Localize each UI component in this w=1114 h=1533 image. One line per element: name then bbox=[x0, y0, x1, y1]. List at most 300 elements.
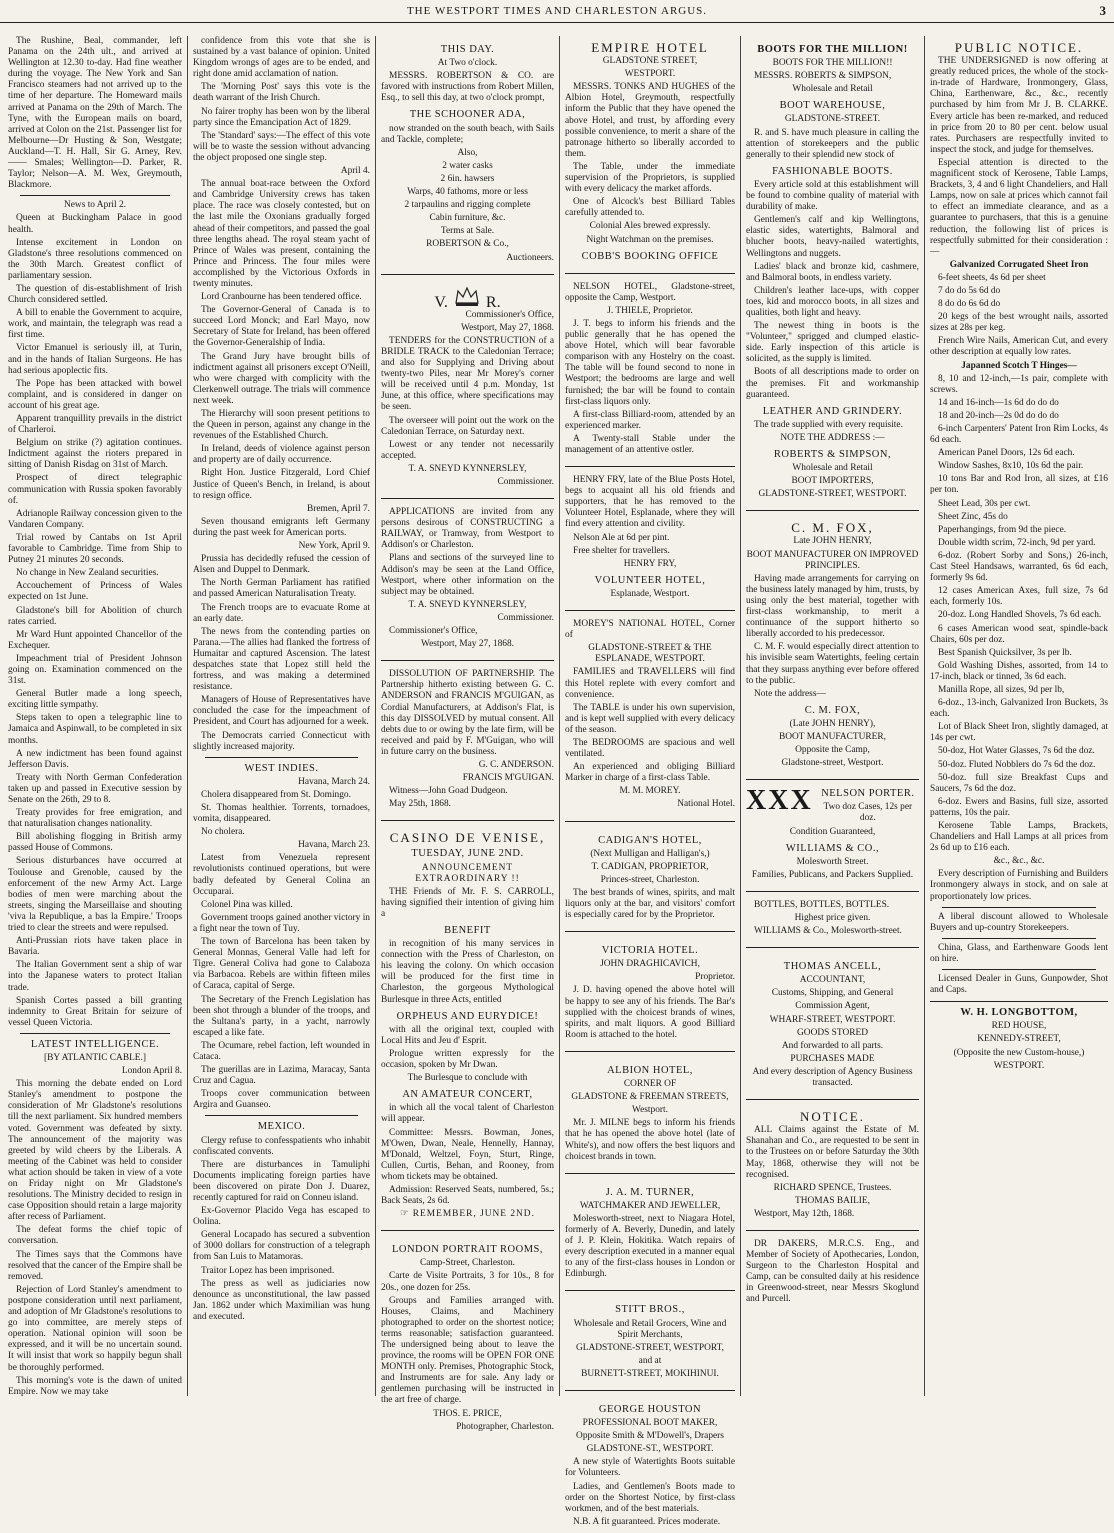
dakers-surgeon-advert bbox=[746, 1236, 919, 1311]
news-item: Government troops gained another victory in a fight near the town of Tuy. bbox=[193, 912, 370, 934]
ad-body: The overseer will point out the work on the Caledonian Terrace, on Saturday next. bbox=[381, 415, 554, 437]
divider bbox=[565, 1173, 735, 1174]
news-item: St. Thomas healthier. Torrents, tornadoes, vomita, disappeared. bbox=[193, 803, 370, 825]
ad-body: Molesworth-street, next to Niagara Hotel, formerly of A. Beverly, Dunedin, and lately of J. P. Klein, Hokitika. Watch repairs of every description executed in a manner equal to any of the first-class houses in London or Edinburgh. bbox=[565, 1213, 735, 1280]
ad-line: GLADSTONE-STREET & THE ESPLANADE, WESTPORT. bbox=[588, 643, 712, 665]
news-item: General Locapado has secured a subvention of 3000 dollars for construction of a telegraph from San Luis to Matamoras. bbox=[193, 1230, 370, 1263]
divider bbox=[942, 969, 1096, 970]
ad-subheading: ORPHEUS AND EURYDICE! bbox=[396, 1010, 539, 1022]
ad-heading: BOTTLES, BOTTLES, BOTTLES. bbox=[754, 899, 890, 910]
divider bbox=[20, 195, 170, 196]
ad-signature: G. C. ANDERSON. bbox=[478, 759, 554, 770]
news-item: A new indictment has been found against Jefferson Davis. bbox=[8, 748, 182, 770]
shipping-paragraph: The Rushine, Beal, commander, left Panama on the 24th ult., and arrived at Wellington at 12.30 to-day. Had fine weather during the voyage. The New York and San Francisco steamers had not arrived up to the time of her departure. The Homeward mails arrived at Panama on the 29th of March. The Tyne, with the European mails on board, arrived at Colon on the 21st. Passenger list for Melbourne—Dr Husting & Son, Westgate; Auckland—T. H. Hall, Sir G. Arney, Rev. —— Smales; Wellington—D. Parker, R. Taylor; Nelson—A. M. Wex, Greymouth, Blackmore. bbox=[8, 36, 182, 191]
ad-subheading: FASHIONABLE BOOTS. bbox=[772, 165, 893, 177]
price-row: 6 cases American wood seat, spindle-back Chairs, 60s per doz. bbox=[930, 623, 1108, 645]
news-item: Managers of House of Representatives have concluded the case for the impeachment of President, and Court has adjourned for a week. bbox=[193, 695, 370, 728]
ad-line: Witness—John Goad Dudgeon. bbox=[389, 786, 508, 797]
ad-line: Opposite the Camp, bbox=[795, 745, 870, 756]
ad-line: (Next Mulligan and Halligan's,) bbox=[590, 848, 710, 859]
dateline: London April 8. bbox=[121, 1066, 182, 1077]
ad-body: NELSON HOTEL, Gladstone-street, opposite the Camp, Westport. bbox=[565, 281, 735, 303]
ad-line: ACCOUNTANT, bbox=[799, 975, 866, 986]
news-item: Spanish Cortes passed a bill granting indemnity to Great Britain for seizure of vessel Queen Victoria. bbox=[8, 995, 182, 1028]
ad-line: Terms at Sale. bbox=[440, 226, 495, 237]
price-row: Manilla Rope, all sizes, 9d per lb, bbox=[938, 684, 1065, 695]
ad-body: Licensed Dealer in Guns, Gunpowder, Shot and Caps. bbox=[930, 974, 1108, 996]
ad-line: Families, Publicans, and Packers Supplied. bbox=[751, 869, 914, 880]
ad-line: and at bbox=[638, 1355, 662, 1366]
ad-body: THE Friends of Mr. F. S. CARROLL, having signified their intention of giving him a bbox=[381, 886, 554, 919]
ad-line: NOTE THE ADDRESS :— bbox=[780, 432, 885, 443]
news-item: The question of dis-establishment of Irish Church considered settled. bbox=[8, 283, 182, 306]
ad-heading: VOLUNTEER HOTEL, bbox=[594, 574, 706, 586]
ad-body: J. D. having opened the above hotel will be happy to see any of his friends. The Bar's supplied with the choicest brands of wines, spirits, and malt liquors. A good Billiard Room is attached to the hotel. bbox=[565, 985, 735, 1040]
ad-item: 2 water casks bbox=[442, 160, 493, 171]
news-item: Intense excitement in London on Gladstone's three resolutions commenced on the 30th March. Greatest conflict of parliamentary session. bbox=[8, 237, 182, 281]
divider bbox=[746, 891, 919, 892]
divider bbox=[565, 610, 735, 611]
news-item: Lord Cranbourne has been tendered office. bbox=[201, 292, 362, 303]
ad-body: Prologue written expressly for the occasion, spoken by Mr Dwan. bbox=[381, 1048, 554, 1071]
news-item: The Democrats carried Connecticut with slightly increased majority. bbox=[193, 730, 370, 752]
price-row: 10 tons Bar and Rod Iron, all sizes, at £16 per ton. bbox=[930, 474, 1108, 496]
price-row: Double width scrim, 72-inch, 9d per yard. bbox=[938, 537, 1096, 548]
ad-heading: BOOTS FOR THE MILLION! bbox=[757, 44, 908, 55]
price-row: 7 do do 5s 6d do bbox=[938, 285, 1001, 296]
divider bbox=[381, 1230, 554, 1231]
dissolution-advert bbox=[381, 666, 554, 815]
news-item: The Hierarchy will soon present petitions to the Queen in person, against any change in the revenues of the Established Church. bbox=[193, 409, 370, 442]
news-item: The press as well as judiciaries now denounce as unconstitutional, the law passed Jan. 1862 under which Maximilian was hung and executed. bbox=[193, 1278, 370, 1322]
ad-line: GOODS STORED bbox=[797, 1027, 868, 1038]
dateline: New York, April 9. bbox=[298, 541, 370, 552]
ad-subheading: LEATHER AND GRINDERY. bbox=[762, 405, 903, 417]
price-row: Kerosene Table Lamps, Brackets, Chandeliers and Hall Lamps at all prices from 2s 6d up to £16 each. bbox=[930, 821, 1108, 854]
dateline: Havana, March 24. bbox=[298, 776, 370, 787]
ad-heading: NOTICE. bbox=[800, 1109, 865, 1125]
news-item: The Pope has been attacked with bowel complaint, and is considered in danger on account of his great age. bbox=[8, 378, 182, 411]
ad-body: Carte de Visite Portraits, 3 for 10s., 8 for 20s., one dozen for 25s. bbox=[381, 1271, 554, 1293]
news-item: The annual boat-race between the Oxford and Cambridge University crews has taken place. The race was closely contested, but on the last mile the Oxonians gradually forged ahead of their competitors, and passed the goal three lengths ahead. The royal steam yacht of Prince of Wales was present, containing the Prince and Princess. The four miles were accomplished by the Victorious Oxfords in twenty minutes. bbox=[193, 179, 370, 289]
ad-body: Every article sold at this establishment will be found to combine quality of material with durability of make. bbox=[746, 179, 919, 213]
railway-advert bbox=[381, 504, 554, 655]
divider bbox=[565, 931, 735, 932]
ad-signature: HENRY FRY, bbox=[623, 558, 677, 569]
ad-line: Nelson Ale at 6d per pint. bbox=[573, 532, 670, 543]
remember-line: REMEMBER, JUNE 2ND. bbox=[412, 1209, 535, 1220]
ad-line: Two doz Cases, 12s per doz. bbox=[823, 802, 913, 824]
portrait-rooms-advert bbox=[381, 1236, 554, 1438]
victoria-hotel-advert bbox=[565, 937, 735, 1046]
ad-item: Warps, 40 fathoms, more or less bbox=[407, 187, 528, 198]
ad-body: The Table, under the immediate supervision of the Proprietors, is supplied with every delicacy the market affords. bbox=[565, 161, 735, 195]
column-6 bbox=[930, 36, 1108, 1396]
news-item: Anti-Prussian riots have taken place in Bavaria. bbox=[8, 936, 182, 958]
price-row: American Panel Doors, 12s 6d each. bbox=[938, 448, 1075, 459]
ad-signature: T. A. SNEYD KYNNERSLEY, bbox=[408, 599, 527, 610]
pointing-hand-icon: ☞ bbox=[400, 1209, 413, 1220]
ad-body: Every description of Furnishing and Builders Ironmongery always in stock, and on sale at proportionately low prices. bbox=[930, 869, 1108, 902]
mexico-heading: MEXICO. bbox=[257, 1121, 306, 1133]
news-item: A bill to enable the Government to acquire, work, and maintain, the telegraph was read a first time. bbox=[8, 308, 182, 341]
page-title: THE WESTPORT TIMES AND CHARLESTON ARGUS. bbox=[406, 5, 708, 17]
ad-line: GLADSTONE-STREET, WESTPORT. bbox=[758, 489, 907, 500]
ad-body: MESSRS. TONKS AND HUGHES of the Albion Hotel, Greymouth, respectfully inform the Public that they have opened the above Hotel, and trust, by affording every possible convenience, to merit a share of the patronage hitherto so liberally accorded to them. bbox=[565, 82, 735, 159]
page-number: 3 bbox=[1099, 3, 1106, 18]
news-item: No cholera. bbox=[201, 827, 245, 838]
latest-intelligence-heading: LATEST INTELLIGENCE. bbox=[30, 1038, 160, 1050]
news-item: Trial rowed by Cantabs on 1st April favorable to Cambridge. Time from Ship to Putney 21 minutes 20 seconds. bbox=[8, 532, 182, 566]
ad-body: WILLIAMS & Co., Molesworth-street. bbox=[754, 926, 902, 937]
column-5 bbox=[746, 36, 919, 1396]
ad-body: FAMILIES and TRAVELLERS will find this Hotel replete with every comfort and convenience. bbox=[565, 667, 735, 700]
ad-body: MESSRS. ROBERTS & SIMPSON, bbox=[754, 71, 892, 82]
ad-body: Mr. J. MILNE begs to inform his friends that he has opened the above hotel (late of White's), and now offers the best liquors and choicest brands in town. bbox=[565, 1118, 735, 1162]
ad-heading: COBB'S BOOKING OFFICE bbox=[581, 250, 719, 262]
ad-heading: MOREY'S NATIONAL HOTEL, Corner of bbox=[565, 619, 735, 641]
news-item: Treaty with North German Confederation taken up and passed in Executive session by Senate on the 26th, 29 to 8. bbox=[8, 772, 182, 805]
ad-signature: THOS. E. PRICE, bbox=[433, 1408, 502, 1419]
ad-heading: C. M. FOX, bbox=[791, 520, 874, 536]
ad-body: Committee: Messrs. Bowman, Jones, M'Owen, Dwan, Neale, Hennelly, Hannay, M'Donald, Weltzel, Foyn, Sturt, Ringe, Cullen, Curtis, Behan, and Rooney, from whom tickets may be obtained. bbox=[381, 1127, 554, 1182]
news-item: There are disturbances in Tamuliphi Documents implicating foreign parties have been discovered on pirate Don J. Duarez, recently captured for raid on Conneu island. bbox=[193, 1159, 370, 1203]
ad-line: Colonial Ales brewed expressly. bbox=[589, 221, 711, 232]
ad-body: DR DAKERS, M.R.C.S. Eng., and Member of Society of Apothecaries, London, Surgeon to the Charleston Hospital and Camp, can be consulted daily at his residence in Greenwood-street, near Messrs Skoglund and Purcell. bbox=[746, 1238, 919, 1305]
ad-body: Especial attention is directed to the magnificent stock of Kerosene, Table Lamps, Brackets, 3, 4 and 6 light Chandeliers, and Hall Lamps, now on sale at prices which cannot fail to effect an immediate clearance, and as a guarantee to purchasers, that this is a genuine reduction, the following list of prices is respectfully submitted for their consideration :— bbox=[930, 157, 1108, 257]
column-1 bbox=[8, 36, 182, 1396]
ad-line: The Burlesque to conclude with bbox=[407, 1073, 528, 1084]
masthead bbox=[0, 0, 1114, 23]
news-item: No fairer trophy has been won by the liberal party since the Emancipation Act of 1829. bbox=[193, 106, 370, 128]
ad-body: DISSOLUTION OF PARTNERSHIP. The Partnership hitherto existing between G. C. ANDERSON and FRANCIS M'GUIGAN, as Cordial Manufacturers, at Addison's Flat, is this day DISSOLVED by mutual consent. All debts due to or owing by the late firm, will be received and paid by F. M'Guigan, who will in future carry on the business. bbox=[381, 669, 554, 757]
ad-body: TENDERS for the CONSTRUCTION of a BRIDLE TRACK to the Caledonian Terrace; and also for Supplying and Driving about twenty-two Piles, near Mr Morey's corner will be received until 4 p.m. Monday, 1st June, at this office, where specifications may be seen. bbox=[381, 335, 554, 413]
price-row: Window Sashes, 8x10, 10s 6d the pair. bbox=[938, 461, 1084, 472]
price-row: Lot of Black Sheet Iron, slightly damaged, at 14s per cwt. bbox=[930, 722, 1108, 744]
ad-body: China, Glass, and Earthenware Goods lent on hire. bbox=[930, 942, 1108, 964]
ad-body: now stranded on the south beach, with Sails and Tackle, complete; bbox=[381, 123, 554, 145]
ad-heading: NELSON PORTER. bbox=[821, 788, 915, 800]
ad-line: Free shelter for travellers. bbox=[573, 545, 670, 556]
ad-body: The TABLE is under his own supervision, and is kept well supplied with every delicacy of the season. bbox=[565, 702, 735, 735]
turner-jeweller-advert bbox=[565, 1179, 735, 1286]
ad-line: J. THIELE, Proprietor. bbox=[607, 305, 693, 316]
ad-signature: Auctioneers. bbox=[506, 252, 554, 263]
ad-line: T. CADIGAN, PROPRIETOR, bbox=[591, 861, 709, 872]
news-item: The guerillas are in Lazima, Maracay, Santa Cruz and Cagua. bbox=[193, 1065, 370, 1087]
ad-line: BURNETT-STREET, MOKIHINUI. bbox=[581, 1368, 719, 1379]
news-item: Traitor Lopez has been imprisoned. bbox=[201, 1265, 335, 1276]
price-row: 50-doz. full size Breakfast Cups and Saucers, 7s 6d the doz. bbox=[930, 772, 1108, 794]
ad-body: R. and S. have much pleasure in calling the attention of storekeepers and the public generally to their splendid new stock of bbox=[746, 127, 919, 160]
cadigans-hotel-advert bbox=[565, 827, 735, 927]
news-item: Colonel Pina was killed. bbox=[201, 899, 293, 910]
news-item: The 'Standard' says:—The effect of this vote will be to waste the session without advancing the object proposed one single step. bbox=[193, 130, 370, 163]
news-item: Clergy refuse to confesspatients who inhabit confiscated convents. bbox=[193, 1135, 370, 1157]
ad-heading: ALBION HOTEL, bbox=[607, 1064, 693, 1076]
ad-subheading: Japanned Scotch T Hinges— bbox=[961, 360, 1077, 371]
ad-heading: GEORGE HOUSTON bbox=[598, 1404, 702, 1415]
ad-body: in which all the vocal talent of Charleston will appear. bbox=[381, 1103, 554, 1125]
royal-crest-icon bbox=[381, 285, 554, 311]
ad-line: And every description of Agency Business transacted. bbox=[752, 1066, 913, 1089]
news-item: The Italian Government sent a ship of war into the Japanese waters to protect Italian trade. bbox=[8, 960, 182, 993]
news-item: General Butler made a long speech, exciting little sympathy. bbox=[8, 689, 182, 711]
ad-body: APPLICATIONS are invited from any persons desirous of CONSTRUCTING a RAILWAY, or Tramway, from Westport to Addison's or Charleston. bbox=[381, 507, 554, 551]
price-row: Best Spanish Quicksilver, 3s per lb. bbox=[938, 647, 1072, 658]
price-row: 8 do do 6s 6d do bbox=[938, 299, 1001, 310]
ad-subheading: THE SCHOONER ADA, bbox=[409, 109, 526, 121]
divider bbox=[381, 498, 554, 499]
ad-subheading: ROBERTS & SIMPSON, bbox=[773, 449, 892, 460]
news-item: Apparent tranquillity prevails in the district of Charleroi. bbox=[8, 414, 182, 436]
divider bbox=[565, 273, 735, 274]
news-item: The French troops are to evacuate Rome at an early date. bbox=[193, 602, 370, 624]
ad-line: Camp-Street, Charleston. bbox=[419, 1258, 516, 1269]
news-item: Seven thousand emigrants left Germany during the past week for American ports. bbox=[193, 516, 370, 538]
fox-bootmaker-advert bbox=[746, 516, 919, 774]
news-item: Accouchement of Princess of Wales expected on 1st June. bbox=[8, 581, 182, 603]
price-row: 50-doz. Fluted Nobblers do 7s 6d the doz. bbox=[938, 759, 1096, 770]
price-row: 6-doz. Ewers and Basins, full size, assorted patterns, 10s the pair. bbox=[930, 796, 1108, 818]
ad-line: Westport, May 27, 1868. bbox=[461, 322, 554, 333]
ad-item: Ladies' black and bronze kid, cashmere, and Balmoral boots, in endless variety. bbox=[746, 261, 919, 283]
crest-letter-r: R. bbox=[485, 293, 501, 311]
news-item: Latest from Venezuela represent revolutionists continued operations, but were badly defeated by General Colina an Occuparai. bbox=[193, 853, 370, 897]
price-row: 12 cases American Axes, full size, 7s 6d each, formerly 10s. bbox=[930, 586, 1108, 608]
ad-body: N.B. A fit guaranteed. Prices moderate. bbox=[573, 1516, 721, 1527]
ad-body: Admission: Reserved Seats, numbered, 5s.; Back Seats, 2s 6d. bbox=[381, 1184, 554, 1207]
price-row: 8, 10 and 12-inch,—1s pair, complete with screws. bbox=[930, 373, 1108, 395]
ad-line bbox=[381, 1209, 554, 1220]
ad-body: A Twenty-stall Stable under the management of an attentive ostler. bbox=[565, 433, 735, 455]
dateline: Bremen, April 7. bbox=[306, 503, 370, 514]
news-item: The North German Parliament has ratified and passed American Naturalisation Treaty. bbox=[193, 578, 370, 600]
news-item: The 'Morning Post' says this vote is the death warrant of the Irish Church. bbox=[193, 82, 370, 104]
ad-line: BOOT IMPORTERS, bbox=[791, 476, 874, 487]
ad-item: Gentlemen's calf and kip Wellingtons, elastic sides, watertights, Balmoral and blucher boots, heavy-nailed watertights, Wellingtons and nuggets. bbox=[746, 215, 919, 259]
news-item: Bill abolishing flogging in British army passed House of Commons. bbox=[8, 832, 182, 854]
divider bbox=[746, 1230, 919, 1231]
ad-line: Commission Agent, bbox=[795, 1001, 870, 1012]
crest-letter-v: V. bbox=[434, 293, 448, 311]
price-row: 6-doz. (Robert Sorby and Sons,) 26-inch, Cast Steel Handsaws, warranted, 6s 6d each, formerly 9s 6d. bbox=[930, 550, 1108, 584]
albion-hotel-advert bbox=[565, 1057, 735, 1168]
ad-line: ANNOUNCEMENT EXTRAORDINARY !! bbox=[415, 862, 520, 884]
ad-line: Commissioner's Office, bbox=[389, 626, 478, 637]
price-row: 20 kegs of the best wrought nails, assorted sizes at 28s per keg. bbox=[930, 312, 1108, 334]
dateline: Havana, March 23. bbox=[298, 840, 370, 851]
ad-line: (Opposite the new Custom-house,) bbox=[953, 1047, 1085, 1058]
ad-line: Princes-street, Charleston. bbox=[600, 874, 700, 885]
news-item: Impeachment trial of President Johnson going on. Examination commenced on the 31st. bbox=[8, 653, 182, 687]
ad-signature: T. A. SNEYD KYNNERSLEY, bbox=[408, 463, 527, 474]
news-item: Victor Emanuel is seriously ill, at Turin, and in the hands of Italian Surgeons. He has had serious apoplectic fits. bbox=[8, 343, 182, 376]
news-heading: News to April 2. bbox=[64, 200, 126, 211]
nelson-porter-advert bbox=[746, 785, 919, 886]
ad-line: BOOTS FOR THE MILLION!! bbox=[772, 58, 893, 69]
divider bbox=[565, 821, 735, 822]
news-item: Rejection of Lord Stanley's amendment to postpone consideration until next parliament, and adoption of Mr Gladstone's resolutions to go into committee, are merely steps of operation. National opinion will soon be expressed, and it will be no uncertain sound. It will insist that work so happily begun shall be thoroughly performed. bbox=[8, 1284, 182, 1373]
divider bbox=[942, 907, 1096, 908]
ad-line: (Late JOHN HENRY), bbox=[789, 718, 876, 729]
news-item: Right Hon. Justice Fitzgerald, Lord Chief Justice of Queen's Bench, in Ireland, is about to resign office. bbox=[193, 468, 370, 501]
ad-line: Esplanade, Westport. bbox=[610, 588, 690, 599]
ad-line: Opposite Smith & M'Dowell's, Drapers bbox=[576, 1431, 724, 1442]
price-row: Gold Washing Dishes, assorted, from 14 to 17-inch, black or tinned, 3s 6d each. bbox=[930, 660, 1108, 682]
ad-body: A first-class Billiard-room, attended by an experienced marker. bbox=[565, 409, 735, 431]
ad-subheading: Galvanized Corrugated Sheet Iron bbox=[949, 259, 1089, 270]
ad-signature: FRANCIS M'GUIGAN. bbox=[462, 773, 554, 784]
ad-line: GLADSTONE-STREET, WESTPORT, bbox=[576, 1342, 724, 1353]
ad-line: PROFESSIONAL BOOT MAKER, bbox=[582, 1418, 718, 1429]
trustee-name: RICHARD SPENCE, bbox=[773, 1182, 856, 1193]
ad-heading: PUBLIC NOTICE. bbox=[954, 40, 1084, 55]
news-item: The Secretary of the French Legislation has been shot through a blunder of the troops, and the Sultana's party, in a yacht, narrowly escaped a like fate. bbox=[193, 994, 370, 1038]
price-row: 18 and 20-inch—2s 0d do do do bbox=[938, 410, 1059, 421]
ad-subheading: C. M. FOX, bbox=[804, 704, 861, 716]
ad-item: Children's leather lace-ups, with copper toes, kid and morocco boots, in all sizes and qualities, both light and heavy. bbox=[746, 285, 919, 318]
stitt-bros-advert bbox=[565, 1296, 735, 1385]
ad-subheading: TUESDAY, JUNE 2ND. bbox=[411, 848, 524, 860]
price-row: 14 and 16-inch—1s 6d do do do bbox=[938, 397, 1059, 408]
news-item: Mr Ward Hunt appointed Chancellor of the Exchequer. bbox=[8, 629, 182, 651]
ad-line: GLADSTONE STREET, bbox=[602, 56, 698, 67]
divider bbox=[746, 947, 919, 948]
ad-item: 2 6in. hawsers bbox=[440, 173, 495, 184]
ad-item: 2 tarpaulins and rigging complete bbox=[404, 200, 531, 211]
ad-line: Wholesale and Retail Grocers, Wine and Spirit Merchants, bbox=[573, 1318, 727, 1340]
west-indies-heading: WEST INDIES. bbox=[244, 762, 319, 774]
ad-body: The trade supplied with every requisite. bbox=[754, 419, 903, 430]
crown-icon bbox=[452, 285, 482, 307]
news-item: The news from the contending parties on Parana.—The allies had flanked the fortress of Humaitar and captured Ascension. The latest despatches state that Lopez still held the fortress, and was making a determined resistance. bbox=[193, 626, 370, 693]
ad-body: One of Alcock's best Billiard Tables carefully attended to. bbox=[565, 197, 735, 219]
divider bbox=[205, 1115, 358, 1116]
casino-advert bbox=[381, 826, 554, 1225]
ad-heading: STITT BROS., bbox=[615, 1304, 685, 1316]
ad-body: ALL Claims against the Estate of M. Shanahan and Co., are requested to be sent in to the Trustees on or before Saturday the 30th May, 1868, otherwise they will not be recognised. bbox=[746, 1125, 919, 1180]
price-row: 6-inch Carpenters' Patent Iron Rim Locks, 4s 6d each. bbox=[930, 424, 1108, 446]
news-item: Prussia has decidedly refused the cession of Alsen and Duppel to Denmark. bbox=[193, 554, 370, 576]
news-item: In Ireland, deeds of violence against person and property are of daily occurrence. bbox=[193, 444, 370, 466]
divider bbox=[381, 820, 554, 821]
ad-body: Plans and sections of the surveyed line to Addison's may be seen at the Land Office, Westport, where other information on the subject may be obtained. bbox=[381, 553, 554, 597]
price-row: 6-feet sheets, 4s 6d per sheet bbox=[938, 272, 1046, 283]
news-item: The town of Barcelona has been taken by General Monnas, General Valle had left for Tigre. General Coliva had gone to Calaboza via Barbacoa. Rebels are within fifteen miles of Caraca, capital of Serge. bbox=[193, 937, 370, 992]
news-item: Treaty provides for free emigration, and that naturalisation changes nationality. bbox=[8, 808, 182, 830]
divider bbox=[20, 1033, 170, 1034]
ad-subheading: BENEFIT bbox=[444, 925, 491, 936]
news-item: This morning the debate ended on Lord Stanley's amendment to postpone the consideration of Mr Gladstone's resolutions till the next parliament. Six hundred members voted. Government was defeated by sixty. The announcement of the majority was greeted by wild cheers by the Liberals. A meeting of the Cabinet was held to consider what action should be taken in view of a vote on Friday night on Mr Gladstone's resolutions. The Ministry decided to resign in case Opposition should retain a large majority after recess of Parliament. bbox=[8, 1079, 182, 1223]
ad-line: Molesworth Street. bbox=[796, 856, 869, 867]
divider bbox=[565, 1390, 735, 1391]
ad-line: GLADSTONE-STREET. bbox=[784, 114, 881, 125]
news-item: Gladstone's bill for Abolition of church rates carried. bbox=[8, 605, 182, 627]
ad-line: KENNEDY-STREET, bbox=[977, 1034, 1061, 1045]
divider bbox=[565, 1290, 735, 1291]
divider bbox=[942, 938, 1096, 939]
news-item: The Ocumare, rebel faction, left wounded in Cataca. bbox=[193, 1040, 370, 1062]
ad-line: And forwarded to all parts. bbox=[781, 1040, 884, 1051]
news-item: The Grand Jury have brought bills of indictment against all prisoners except O'Neill, who were charged with complicity with the Clerkenwell outrage. The trials will commence next week. bbox=[193, 351, 370, 406]
ad-line: WATCHMAKER AND JEWELLER, bbox=[579, 1200, 721, 1211]
news-item: Troops cover communication between Argira and Guanseo. bbox=[193, 1089, 370, 1111]
ad-line: Late JOHN HENRY, bbox=[793, 536, 872, 547]
ad-subheading: AN AMATEUR CONCERT, bbox=[402, 1089, 533, 1101]
ad-heading: CADIGAN'S HOTEL, bbox=[598, 834, 702, 846]
price-row: 20-doz. Long Handled Shovels, 7s 6d each. bbox=[938, 610, 1102, 621]
ad-line: WESTPORT. bbox=[993, 1060, 1045, 1071]
ad-signature: ROBERTSON & Co., bbox=[426, 239, 509, 250]
news-item: The Times says that the Commons have resolved that the cancer of the Empire shall be removed. bbox=[8, 1249, 182, 1282]
auction-advert bbox=[381, 36, 554, 269]
ad-signature: W. H. LONGBOTTOM, bbox=[960, 1007, 1078, 1019]
divider bbox=[565, 1051, 735, 1052]
ad-body: in recognition of his many services in connection with the Press of Charleston, on his leaving the colony. On which occasion will be produced for the first time in Charleston, the gorgeous Mythological Burlesque in three Acts, entitled bbox=[381, 939, 554, 1005]
ad-body: An experienced and obliging Billiard Marker in charge of a first-class Table. bbox=[565, 762, 735, 784]
ad-line: At Two o'clock. bbox=[437, 58, 498, 69]
news-item: The Governor-General of Canada is to succeed Lord Monck; and Earl Mayo, now Secretary of State for Ireland, has been offered the Governor-Generalship of India. bbox=[193, 305, 370, 349]
ad-line: &c., &c., &c. bbox=[993, 856, 1045, 867]
shanahan-notice bbox=[746, 1105, 919, 1225]
news-item: Belgium on strike (?) agitation continues. Indictment against the rioters prepared in sitting of Danish Risdag on 31st of March. bbox=[8, 438, 182, 471]
ad-line: Wholesale and Retail bbox=[792, 463, 873, 474]
ad-body: MESSRS. ROBERTSON & CO. are favored with instructions from Robert Millen, Esq., to sell this day, at two o'clock prompt, bbox=[381, 71, 554, 104]
ad-line: GLADSTONE & FREEMAN STREETS, bbox=[571, 1092, 729, 1103]
news-item: confidence from this vote that she is sustained by a vast balance of opinion. United Kingdom wrongs of ages are to be ended, and right done amid acclamation of nation. bbox=[193, 36, 370, 80]
ad-line: Commissioner's Office, bbox=[465, 309, 554, 320]
ad-body: A new style of Watertights Boots suitable for Volunteers. bbox=[565, 1457, 735, 1479]
ad-body: The newest thing in boots is the "Volunteer," sprigged and clumped elastic-side. Early inspection of this article is solicited, as the supply is limited. bbox=[746, 321, 919, 365]
houston-bootmaker-advert bbox=[565, 1396, 735, 1533]
volunteer-hotel-advert bbox=[565, 472, 735, 605]
news-item: Adrianople Railway concession given to the Vandaren Company. bbox=[8, 508, 182, 530]
news-item: No change in New Zealand securities. bbox=[16, 568, 159, 579]
trustees-label: Trustees. bbox=[857, 1182, 892, 1193]
ad-signature: National Hotel. bbox=[677, 799, 735, 810]
ad-line: WESTPORT. bbox=[624, 69, 676, 80]
ad-line: Highest price given. bbox=[794, 913, 871, 923]
divider bbox=[205, 757, 358, 758]
news-item: Queen at Buckingham Palace in good health. bbox=[8, 213, 182, 235]
price-row: Sheet Lead, 30s per cwt. bbox=[938, 498, 1031, 509]
empire-hotel-advert bbox=[565, 36, 735, 268]
price-row: Sheet Zinc, 45s do bbox=[938, 511, 1008, 522]
ad-body: Groups and Families arranged with. Houses, Claims, and Machinery photographed to order on the shortest notice; terms reasonable; satisfaction guaranteed. The undersigned being about to leave the province, the rooms will be OPEN FOR ONE MONTH only. Premises, Photographic Stock, and Instruments are for sale. Any lady or gentlemen purchasing will be instructed in the art free of charge. bbox=[381, 1295, 554, 1406]
ad-body: Having made arrangements for carrying on the business lately managed by him, trusts, by using only the best material, together with first-class workmanship, to merit a continuance of the support hitherto so liberally accorded to his predecessor. bbox=[746, 573, 919, 640]
ad-signature: M. M. MOREY. bbox=[619, 786, 681, 797]
ad-line: Note the address— bbox=[754, 688, 826, 699]
ad-line: RED HOUSE, bbox=[991, 1021, 1047, 1032]
ad-body: THE UNDERSIGNED is now offering at greatly reduced prices, the whole of the stock-in-trade of Hardware, Ironmongery, Glass, China, Earthenware, &c., &c., recently purchased by him from Mr J. B. CLARKE. Every article has been re-marked, and reduced in price from 20 to 80 per cent. below usual rates. Purchasers are respectfully invited to inspect the stock, and judge for themselves. bbox=[930, 56, 1108, 155]
ad-signature: THOMAS BAILIE, bbox=[795, 1195, 870, 1206]
public-notice-advert bbox=[930, 36, 1108, 1077]
news-item: Serious disturbances have occurred at Toulouse and Grenoble, caused by the enforcement of the new Army Act. Large bodies of men were marching about the streets, singing the Marseillaise and shouting 'viva la Republique, a bas la Empire.' Troops tried to clear the streets and were repulsed. bbox=[8, 856, 182, 934]
news-item: Ex-Governor Placido Vega has escaped to Oolina. bbox=[193, 1206, 370, 1228]
xxx-mark: XXX bbox=[746, 785, 813, 817]
column-3 bbox=[381, 36, 554, 1432]
ad-body: J. T. begs to inform his friends and the public generally that he has opened the above Hotel, which will bear favorable comparison with any Hostelry on the coast. The table will be found second to none in Westport; the bedrooms are large and well furnished; the bar will be found to contain first-class liquors only. bbox=[565, 318, 735, 407]
ad-line: Westport, May 12th, 1868. bbox=[754, 1208, 855, 1219]
divider bbox=[565, 466, 735, 467]
ad-heading: THIS DAY. bbox=[440, 44, 495, 55]
ad-item: Cabin furniture, &c. bbox=[429, 213, 506, 224]
column-4 bbox=[565, 36, 735, 1527]
dateline: April 4. bbox=[340, 166, 370, 177]
ad-line: Westport. bbox=[632, 1105, 668, 1116]
ad-heading: THOMAS ANCELL, bbox=[783, 961, 882, 973]
